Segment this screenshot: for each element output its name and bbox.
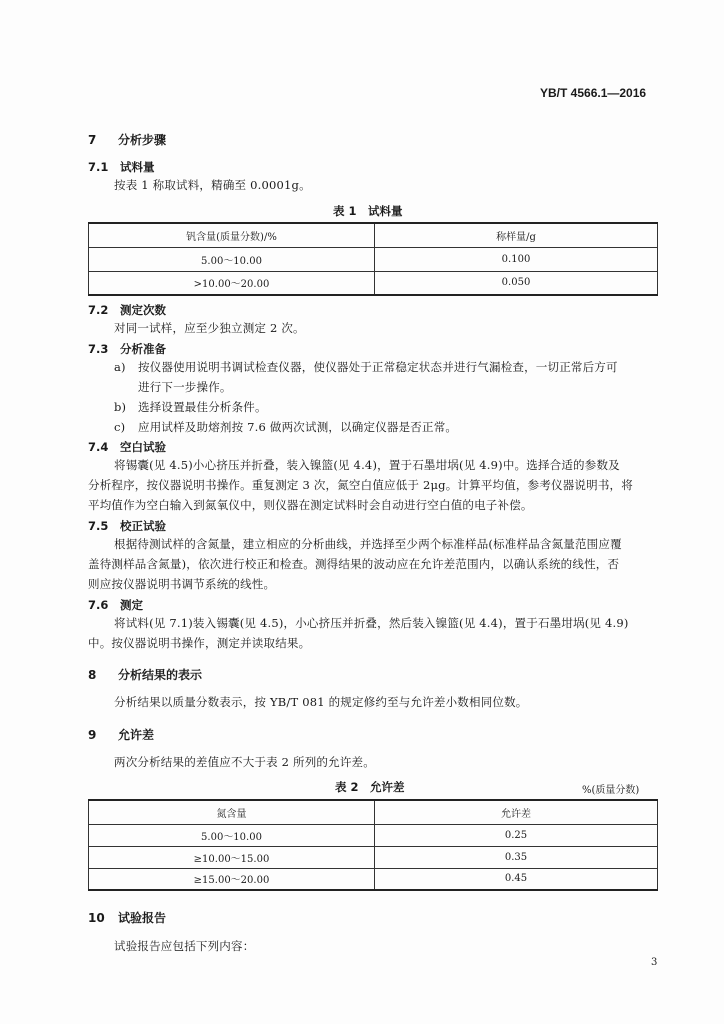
list-item-a-line1: 按仪器使用说明书调试检查仪器，使仪器处于正常稳定状态并进行气漏检查，一切正常后方可	[138, 360, 618, 374]
table-1	[88, 222, 658, 296]
section-number: 9	[88, 728, 97, 742]
table-cell: ≥15.00～20.00	[89, 868, 375, 890]
table-cell: >10.00～20.00	[89, 271, 375, 295]
page-number: 3	[651, 957, 658, 968]
section-10-text: 试验报告应包括下列内容：	[114, 939, 255, 953]
section-7-5-line1: 根据待测试样的含氮量，建立相应的分析曲线，并选择至少两个标准样品(标准样品含氮量范围应覆	[114, 537, 622, 551]
section-title: 分析步骤	[118, 133, 167, 147]
section-number: 7.4	[88, 440, 109, 454]
section-7-4-line3: 平均值作为空白输入到氮氧仪中，则仪器在测定试料时会自动进行空白值的电子补偿。	[88, 498, 533, 512]
list-item-b-text: 选择设置最佳分析条件。	[138, 400, 267, 414]
table-cell: 5.00～10.00	[89, 247, 375, 271]
section-number: 7.6	[88, 598, 109, 612]
table-row	[89, 846, 658, 868]
section-8-heading	[88, 666, 202, 683]
table-header-cell: 氮含量	[89, 800, 375, 824]
section-7-6-heading	[88, 597, 143, 613]
table-cell: 0.25	[375, 824, 658, 846]
section-7-4-line1: 将锡囊(见 4.5)小心挤压并折叠，装入镍篮(见 4.4)，置于石墨坩埚(见 4.9)中。选择合适的参数及	[114, 458, 620, 472]
section-title: 分析结果的表示	[118, 668, 203, 682]
table-2-unit: %(质量分数)	[582, 785, 640, 796]
section-7-2-heading	[88, 302, 166, 318]
section-7-6-line1: 将试料(见 7.1)装入锡囊(见 4.5)，小心挤压并折叠，然后装入镍篮(见 4.4)，置于石墨坩埚(见 4.9)	[114, 616, 629, 630]
section-10-heading	[88, 909, 166, 926]
table-row	[89, 271, 658, 295]
table-1-caption: 表 1 试料量	[333, 204, 403, 218]
section-7-4-heading	[88, 439, 166, 455]
table-cell: 0.35	[375, 846, 658, 868]
list-item-a-label: a)	[114, 360, 126, 374]
table-row	[89, 247, 658, 271]
section-number: 10	[88, 911, 105, 925]
section-7-2-text: 对同一试样，应至少独立测定 2 次。	[114, 321, 305, 335]
section-7-3-heading	[88, 341, 166, 357]
table-cell: 0.45	[375, 868, 658, 890]
section-number: 7.3	[88, 342, 109, 356]
section-title: 试验报告	[118, 911, 167, 925]
section-7-5-line3: 则应按仪器说明书调节系统的线性。	[88, 577, 276, 591]
table-2-caption: 表 2 允许差	[335, 780, 405, 794]
table-row	[89, 824, 658, 846]
section-title: 测定	[120, 598, 143, 612]
section-title: 允许差	[118, 728, 155, 742]
section-number: 8	[88, 668, 97, 682]
standard-number: YB/T 4566.1—2016	[540, 86, 647, 100]
table-row	[89, 868, 658, 890]
section-title: 测定次数	[120, 303, 166, 317]
section-7-4-line2: 分析程序，按仪器说明书操作。重复测定 3 次，氮空白值应低于 2μg。计算平均值，参考仪器说明书，将	[88, 478, 633, 492]
section-7-5-line2: 盖待测样品含氮量)，依次进行校正和检查。测得结果的波动应在允许差范围内，以确认系统的线性，否	[88, 557, 620, 571]
table-cell: ≥10.00～15.00	[89, 846, 375, 868]
section-title: 空白试验	[120, 440, 166, 454]
section-8-text: 分析结果以质量分数表示，按 YB/T 081 的规定修约至与允许差小数相同位数。	[114, 695, 528, 709]
section-7-5-heading	[88, 518, 166, 534]
table-header-cell: 允许差	[375, 800, 658, 824]
list-item-a-line2: 进行下一步操作。	[138, 380, 232, 394]
table-cell: 5.00～10.00	[89, 824, 375, 846]
section-title: 试料量	[120, 160, 155, 174]
section-title: 分析准备	[120, 342, 166, 356]
section-title: 校正试验	[120, 519, 166, 533]
table-2	[88, 799, 658, 891]
table-cell: 0.100	[375, 247, 658, 271]
table-cell: 0.050	[375, 271, 658, 295]
section-number: 7.1	[88, 160, 109, 174]
section-7-1-heading	[88, 159, 155, 175]
section-9-heading	[88, 726, 154, 743]
table-header-cell: 称样量/g	[375, 223, 658, 247]
table-header-cell: 钒含量(质量分数)/%	[89, 223, 375, 247]
section-7-1-text: 按表 1 称取试料，精确至 0.0001g。	[114, 178, 311, 192]
section-number: 7.5	[88, 519, 109, 533]
section-7-6-line2: 中。按仪器说明书操作，测定并读取结果。	[88, 636, 311, 650]
section-7-heading	[88, 131, 166, 148]
list-item-c-label: c)	[114, 420, 126, 434]
list-item-c-text: 应用试样及助熔剂按 7.6 做两次试测，以确定仪器是否正常。	[138, 420, 458, 434]
section-9-text: 两次分析结果的差值应不大于表 2 所列的允许差。	[114, 755, 375, 769]
section-number: 7.2	[88, 303, 109, 317]
list-item-b-label: b)	[114, 400, 127, 414]
section-number: 7	[88, 133, 97, 147]
